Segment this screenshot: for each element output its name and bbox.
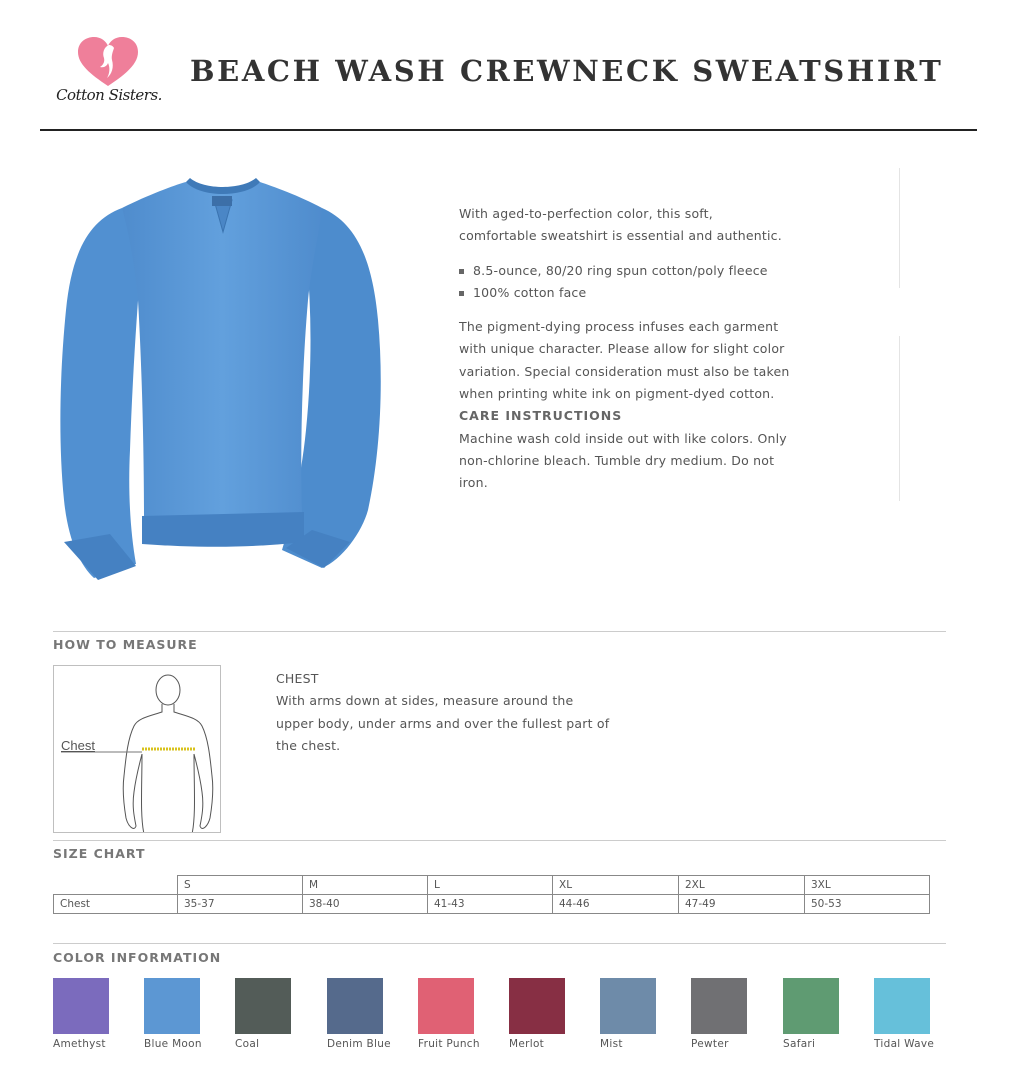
page-title: BEACH WASH CREWNECK SWEATSHIRT	[190, 54, 944, 88]
color-swatch-label: Blue Moon	[144, 1038, 202, 1050]
measure-figure	[53, 665, 221, 833]
care-line: iron.	[459, 475, 488, 491]
brand-logo	[52, 36, 164, 116]
size-header-cell: 3XL	[805, 876, 930, 895]
chest-value-cell: 38-40	[303, 895, 428, 914]
color-swatch-label: Pewter	[691, 1038, 729, 1050]
size-header-cell: L	[428, 876, 553, 895]
process-line: The pigment-dying process infuses each garment	[459, 319, 779, 335]
sweatshirt-product-image	[50, 170, 395, 590]
color-swatch-label: Coal	[235, 1038, 260, 1050]
color-swatch	[600, 978, 656, 1034]
intro-line: With aged-to-perfection color, this soft,	[459, 206, 713, 221]
care-line: non-chlorine bleach. Tumble dry medium. Do not	[459, 452, 775, 468]
chest-value-cell: 50-53	[805, 895, 930, 914]
brand-name: Cotton Sisters.	[56, 86, 162, 104]
header-divider	[40, 129, 977, 131]
color-swatch	[235, 978, 291, 1034]
color-swatch-label: Amethyst	[53, 1038, 106, 1050]
section-divider	[53, 631, 946, 632]
color-swatch	[327, 978, 383, 1034]
color-swatch	[691, 978, 747, 1034]
table-corner-cell	[54, 876, 178, 895]
size-header-cell: S	[178, 876, 303, 895]
divider	[899, 336, 900, 501]
color-swatch-label: Denim Blue	[327, 1038, 391, 1050]
table-header-row	[54, 876, 930, 895]
measure-instructions	[276, 668, 621, 757]
process-line: with unique character. Please allow for slight color	[459, 341, 785, 357]
divider	[899, 168, 900, 288]
measure-line: upper body, under arms and over the fullest part of	[276, 715, 610, 731]
list-item: 8.5-ounce, 80/20 ring spun cotton/poly fleece	[459, 260, 804, 282]
size-chart-table	[53, 875, 930, 914]
color-swatch	[144, 978, 200, 1034]
color-swatch-label: Safari	[783, 1038, 816, 1050]
color-swatch	[783, 978, 839, 1034]
care-heading: CARE INSTRUCTIONS	[459, 408, 623, 424]
color-swatch-label: Merlot	[509, 1038, 545, 1050]
color-swatch	[874, 978, 930, 1034]
row-label-cell: Chest	[54, 895, 178, 914]
chest-value-cell: 35-37	[178, 895, 303, 914]
feature-list	[459, 260, 804, 305]
chest-value-cell: 47-49	[679, 895, 805, 914]
size-header-cell: 2XL	[679, 876, 805, 895]
measure-title: CHEST	[276, 671, 319, 686]
measure-line: the chest.	[276, 737, 341, 753]
size-header-cell: M	[303, 876, 428, 895]
product-description	[459, 203, 804, 495]
size-header-cell: XL	[553, 876, 679, 895]
color-swatch-label: Tidal Wave	[874, 1038, 935, 1050]
list-item: 100% cotton face	[459, 282, 804, 304]
color-swatch	[509, 978, 565, 1034]
color-swatch	[418, 978, 474, 1034]
size-chart-heading: SIZE CHART	[53, 846, 146, 861]
section-divider	[53, 840, 946, 841]
color-swatch	[53, 978, 109, 1034]
table-row	[54, 895, 930, 914]
intro-line: comfortable sweatshirt is essential and authentic.	[459, 228, 782, 244]
chest-figure-label: Chest	[61, 738, 95, 753]
chest-value-cell: 44-46	[553, 895, 679, 914]
process-line: variation. Special consideration must also be taken	[459, 363, 790, 379]
color-swatch-label: Fruit Punch	[418, 1038, 480, 1050]
color-information-heading: COLOR INFORMATION	[53, 950, 222, 965]
measure-line: With arms down at sides, measure around the	[276, 693, 574, 709]
section-divider	[53, 943, 946, 944]
care-line: Machine wash cold inside out with like colors. Only	[459, 430, 787, 446]
color-swatch-label: Mist	[600, 1038, 623, 1050]
process-line: when printing white ink on pigment-dyed cotton.	[459, 386, 775, 402]
chest-value-cell: 41-43	[428, 895, 553, 914]
how-to-measure-heading: HOW TO MEASURE	[53, 637, 198, 652]
